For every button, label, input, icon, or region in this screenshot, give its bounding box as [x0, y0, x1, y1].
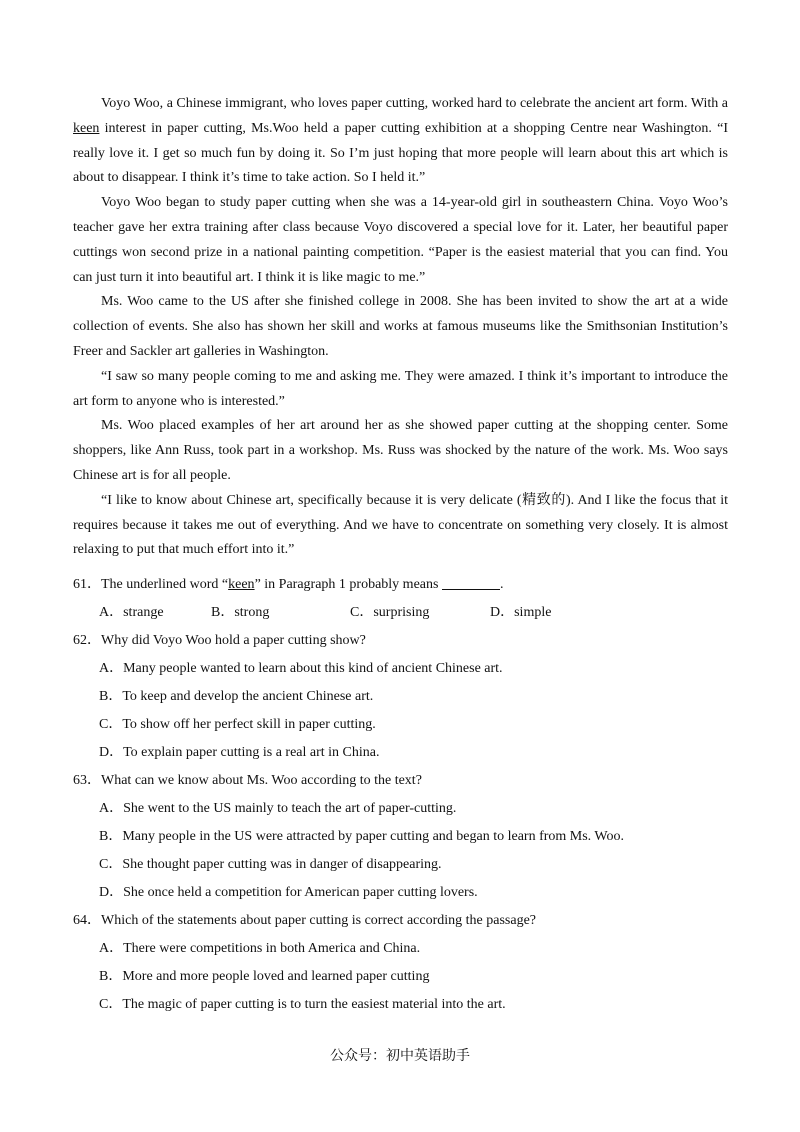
question-62-stem	[73, 627, 733, 655]
option-d[interactable]: D．To explain paper cutting is a real art in China.	[99, 745, 380, 760]
page-footer: 公众号：初中英语助手	[330, 1048, 470, 1064]
option-a[interactable]: A．Many people wanted to learn about this kind of ancient Chinese art.	[99, 661, 503, 676]
option-a[interactable]: A．She went to the US mainly to teach the art of paper-cutting.	[99, 801, 457, 816]
question-61-text-start: The underlined word “	[101, 577, 229, 592]
reading-passage	[73, 92, 728, 563]
question-63-stem	[73, 767, 733, 795]
option-b[interactable]: B．Many people in the US were attracted by paper cutting and began to learn from Ms. Woo.	[99, 829, 625, 844]
question-61-keyword: keen	[228, 577, 255, 592]
paragraph-4: “I saw so many people coming to me and asking me. They were amazed. I think it’s important to introduce the art form to anyone who is interested.”	[73, 368, 728, 409]
question-61-options	[73, 599, 733, 627]
option-d[interactable]: D．She once held a competition for American paper cutting lovers.	[99, 885, 478, 900]
answer-blank	[442, 575, 500, 590]
question-61-text-end: ” in Paragraph 1 probably means	[254, 577, 442, 592]
question-number: 63．	[73, 773, 101, 788]
question-62-text: Why did Voyo Woo hold a paper cutting show?	[101, 633, 366, 648]
question-61-period: .	[499, 577, 504, 592]
question-section	[73, 571, 733, 1019]
question-64-stem	[73, 907, 733, 935]
option-c[interactable]: C．She thought paper cutting was in danger of disappearing.	[99, 857, 442, 872]
option-c[interactable]: C．surprising	[350, 605, 430, 620]
paragraph-2: Voyo Woo began to study paper cutting when she was a 14-year-old girl in southeastern China. Voyo Woo’s teacher gave her extra training after class because Voyo discovered a special love for it. Later, her beautiful paper cuttings won second prize in a national painting competition. “Paper is the easiest material that you can find. You can just turn it into beautiful art. I think it is like magic to me.”	[73, 195, 728, 285]
option-b[interactable]: B．To keep and develop the ancient Chinese art.	[99, 689, 374, 704]
question-number: 64．	[73, 913, 101, 928]
option-b[interactable]: B．More and more people loved and learned paper cutting	[99, 969, 430, 984]
option-a[interactable]: A．strange	[99, 605, 164, 620]
question-64-text: Which of the statements about paper cutting is correct according the passage?	[101, 913, 536, 928]
option-c[interactable]: C．To show off her perfect skill in paper cutting.	[99, 717, 376, 732]
underlined-word-keen: keen	[73, 120, 100, 136]
question-63-text: What can we know about Ms. Woo according to the text?	[101, 773, 422, 788]
paragraph-1	[73, 92, 728, 191]
option-a[interactable]: A．There were competitions in both America and China.	[99, 941, 421, 956]
question-61-stem	[73, 571, 733, 599]
option-d[interactable]: D．simple	[490, 605, 552, 620]
paragraph-1-text-end: interest in paper cutting, Ms.Woo held a paper cutting exhibition at a shopping Centre near Washington. “I really love it. I get so much fun by doing it. So I’m just hoping that more people will learn about this art which is about to disappear. I think it’s time to take action. So I held it.”	[73, 120, 728, 186]
paragraph-1-text-start: Voyo Woo, a Chinese immigrant, who loves paper cutting, worked hard to celebrate the ancient art form. With a	[101, 96, 728, 111]
option-c[interactable]: C．The magic of paper cutting is to turn the easiest material into the art.	[99, 997, 506, 1012]
question-number: 61．	[73, 577, 101, 592]
paragraph-6: “I like to know about Chinese art, specifically because it is very delicate (精致的). And I like the focus that it requires because it takes me out of everything. And we have to concentrate on something very closely. It is almost relaxing to put that much effort into it.”	[73, 492, 728, 558]
paragraph-5: Ms. Woo placed examples of her art around her as she showed paper cutting at the shopping center. Some shoppers, like Ann Russ, took part in a workshop. Ms. Russ was shocked by the nature of the work. Ms. Woo says Chinese art is for all people.	[73, 418, 728, 483]
option-b[interactable]: B．strong	[211, 605, 270, 620]
question-number: 62．	[73, 633, 101, 648]
paragraph-3: Ms. Woo came to the US after she finished college in 2008. She has been invited to show the art at a wide collection of events. She also has shown her skill and works at famous museums like the Smithsonian Institution’s Freer and Sackler art galleries in Washington.	[73, 294, 728, 359]
